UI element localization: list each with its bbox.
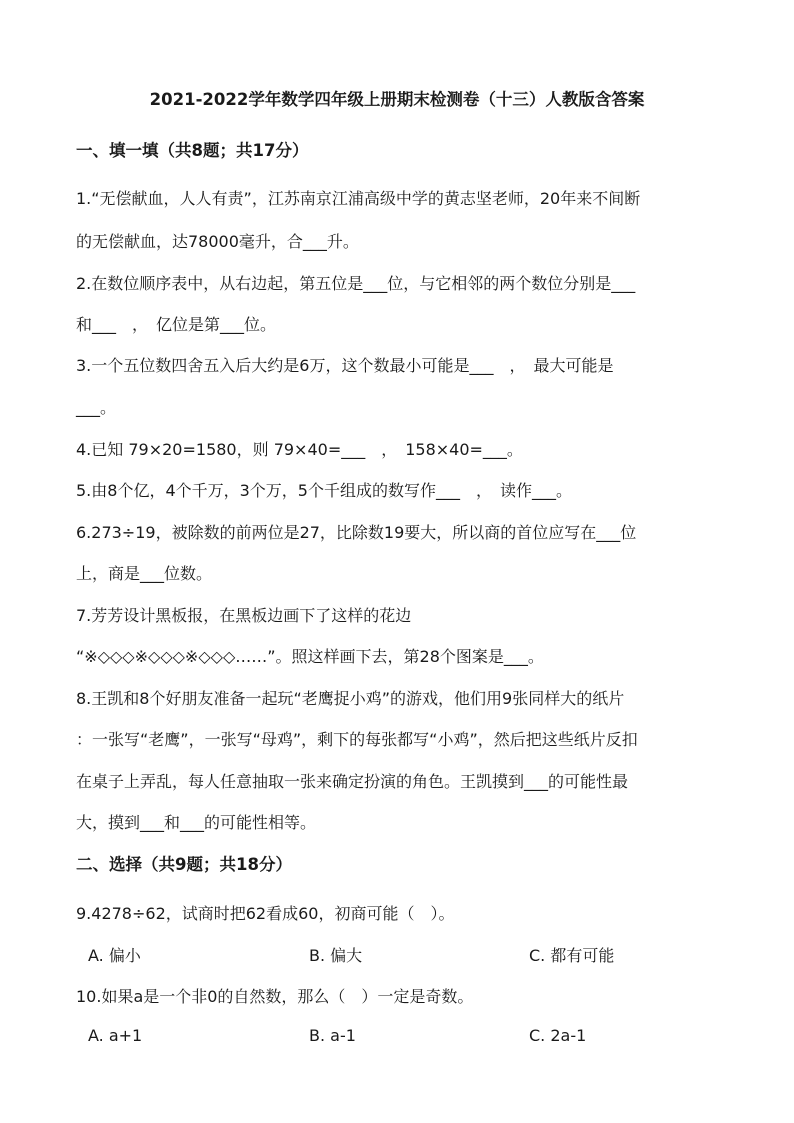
question-2-line-1: 2.在数位顺序表中，从右边起，第五位是___位，与它相邻的两个数位分别是___ [76,274,636,293]
question-2-line-2: 和___ ， 亿位是第___位。 [76,315,277,334]
question-9-stem: 9.4278÷62，试商时把62看成60，初商可能（ ）。 [76,904,455,923]
question-10-option-b: B. a-1 [309,1026,356,1045]
question-1-line-1: 1.“无偿献血，人人有责”，江苏南京江浦高级中学的黄志坚老师，20年来不间断 [76,189,641,208]
question-8-line-1: 8.王凯和8个好朋友准备一起玩“老鹰捉小鸡”的游戏，他们用9张同样大的纸片 [76,689,625,708]
question-3-line-1: 3.一个五位数四舍五入后大约是6万，这个数最小可能是___ ， 最大可能是 [76,356,614,375]
question-8-line-3: 在桌子上弄乱，每人任意抽取一张来确定扮演的角色。王凯摸到___的可能性最 [76,772,629,791]
question-8-line-2: ：一张写“老鹰”，一张写“母鸡”，剩下的每张都写“小鸡”，然后把这些纸片反扣 [76,730,638,749]
question-5: 5.由8个亿，4个千万，3个万，5个千组成的数写作___ ， 读作___。 [76,481,572,500]
section-heading-choice: 二、选择（共9题；共18分） [76,855,292,874]
question-10-option-a: A. a+1 [88,1026,143,1045]
question-10-option-c: C. 2a-1 [529,1026,587,1045]
question-3-line-2: ___。 [76,398,117,417]
question-8-line-4: 大，摸到___和___的可能性相等。 [76,813,317,832]
question-7-line-1: 7.芳芳设计黑板报，在黑板边画下了这样的花边 [76,606,412,625]
section-heading-fill-in: 一、填一填（共8题；共17分） [76,141,309,160]
question-4: 4.已知 79×20=1580，则 79×40=___ ， 158×40=___。 [76,440,523,459]
question-9-option-b: B. 偏大 [309,946,363,965]
question-6-line-2: 上，商是___位数。 [76,564,213,583]
question-10-stem: 10.如果a是一个非0的自然数，那么（ ）一定是奇数。 [76,987,474,1006]
question-9-option-a: A. 偏小 [88,946,141,965]
question-6-line-1: 6.273÷19，被除数的前两位是27，比除数19要大，所以商的首位应写在___位 [76,523,637,542]
question-1-line-2: 的无偿献血，达78000毫升，合___升。 [76,232,359,251]
question-9-option-c: C. 都有可能 [529,946,615,965]
question-7-line-2: “※◇◇◇※◇◇◇※◇◇◇……”。照这样画下去，第28个图案是___。 [76,647,544,666]
document-title: 2021-2022学年数学四年级上册期末检测卷（十三）人教版含答案 [149,90,645,109]
